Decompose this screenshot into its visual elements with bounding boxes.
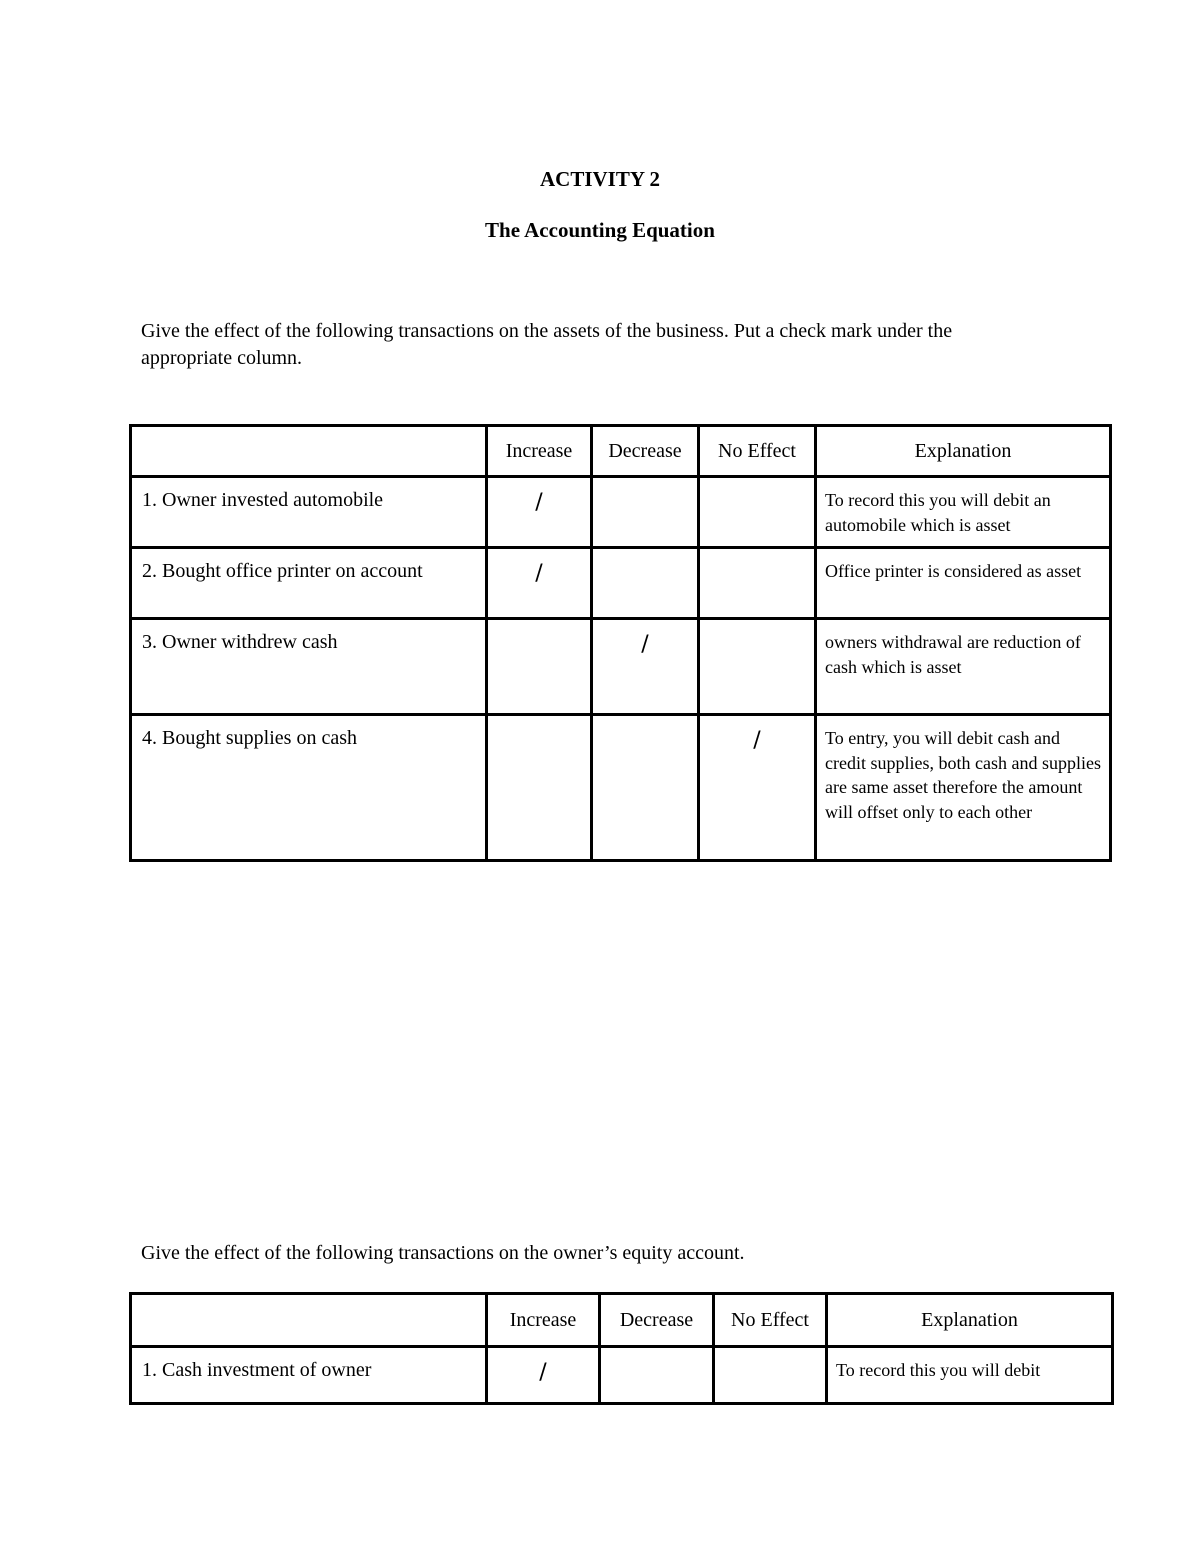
header-transaction <box>131 1294 487 1347</box>
decrease-cell <box>600 1347 714 1404</box>
check-mark <box>715 1348 825 1360</box>
transaction-label: 1. Cash investment of owner <box>142 1359 372 1381</box>
check-mark: / <box>539 1360 547 1385</box>
header-increase: Increase <box>487 1294 600 1347</box>
assets-effect-table <box>129 424 1112 862</box>
increase-cell <box>487 715 592 861</box>
check-mark <box>593 478 697 490</box>
increase-cell <box>487 477 592 548</box>
explanation-text: To record this you will debit <box>836 1360 1041 1380</box>
check-mark: / <box>535 561 543 586</box>
check-mark <box>700 478 814 490</box>
increase-cell <box>487 548 592 619</box>
header-no-effect: No Effect <box>699 426 816 477</box>
check-mark: / <box>753 728 761 753</box>
transaction-cell <box>131 1347 487 1404</box>
no-effect-cell <box>699 477 816 548</box>
increase-cell <box>487 619 592 715</box>
check-mark <box>593 549 697 561</box>
page-title: The Accounting Equation <box>485 218 715 242</box>
explanation-cell <box>816 715 1111 861</box>
transaction-label: 1. Owner invested automobile <box>142 489 384 511</box>
check-mark <box>601 1348 712 1360</box>
check-mark: / <box>535 490 543 515</box>
table-row <box>131 619 1111 715</box>
decrease-cell <box>592 619 699 715</box>
header-explanation: Explanation <box>816 426 1111 477</box>
equity-instruction: Give the effect of the following transactions on the owner’s equity account. <box>141 1242 745 1264</box>
transaction-label: 4. Bought supplies on cash <box>142 727 357 749</box>
check-mark <box>488 716 590 728</box>
explanation-text: owners withdrawal are reduction of cash which is asset <box>825 632 1081 677</box>
header-explanation: Explanation <box>827 1294 1113 1347</box>
explanation-text: To entry, you will debit cash and credit supplies, both cash and supplies are same asset therefore the amount will offset only to each other <box>825 728 1101 822</box>
decrease-cell <box>592 715 699 861</box>
header-decrease: Decrease <box>600 1294 714 1347</box>
table-row <box>131 548 1111 619</box>
transaction-cell <box>131 477 487 548</box>
header-decrease: Decrease <box>592 426 699 477</box>
decrease-cell <box>592 477 699 548</box>
explanation-cell <box>816 548 1111 619</box>
transaction-cell <box>131 548 487 619</box>
explanation-cell <box>816 477 1111 548</box>
no-effect-cell <box>714 1347 827 1404</box>
check-mark <box>700 620 814 632</box>
table-row <box>131 1347 1113 1404</box>
transaction-cell <box>131 619 487 715</box>
header-increase: Increase <box>487 426 592 477</box>
check-mark <box>593 716 697 728</box>
transaction-cell <box>131 715 487 861</box>
no-effect-cell <box>699 619 816 715</box>
table-row <box>131 715 1111 861</box>
no-effect-cell <box>699 548 816 619</box>
equity-effect-table <box>129 1292 1114 1405</box>
no-effect-cell <box>699 715 816 861</box>
header-no-effect: No Effect <box>714 1294 827 1347</box>
assets-instruction: Give the effect of the following transactions on the assets of the business. Put a check mark under the appropriate column. <box>141 320 953 369</box>
decrease-cell <box>592 548 699 619</box>
header-transaction <box>131 426 487 477</box>
check-mark <box>700 549 814 561</box>
explanation-text: To record this you will debit an automobile which is asset <box>825 490 1051 535</box>
check-mark <box>488 620 590 632</box>
check-mark: / <box>641 632 649 657</box>
table-row <box>131 477 1111 548</box>
transaction-label: 3. Owner withdrew cash <box>142 631 338 653</box>
table-header-row <box>131 426 1111 477</box>
transaction-label: 2. Bought office printer on account <box>142 560 423 582</box>
explanation-cell <box>827 1347 1113 1404</box>
activity-title: ACTIVITY 2 <box>540 167 660 191</box>
table-header-row <box>131 1294 1113 1347</box>
explanation-cell <box>816 619 1111 715</box>
increase-cell <box>487 1347 600 1404</box>
explanation-text: Office printer is considered as asset <box>825 561 1082 581</box>
